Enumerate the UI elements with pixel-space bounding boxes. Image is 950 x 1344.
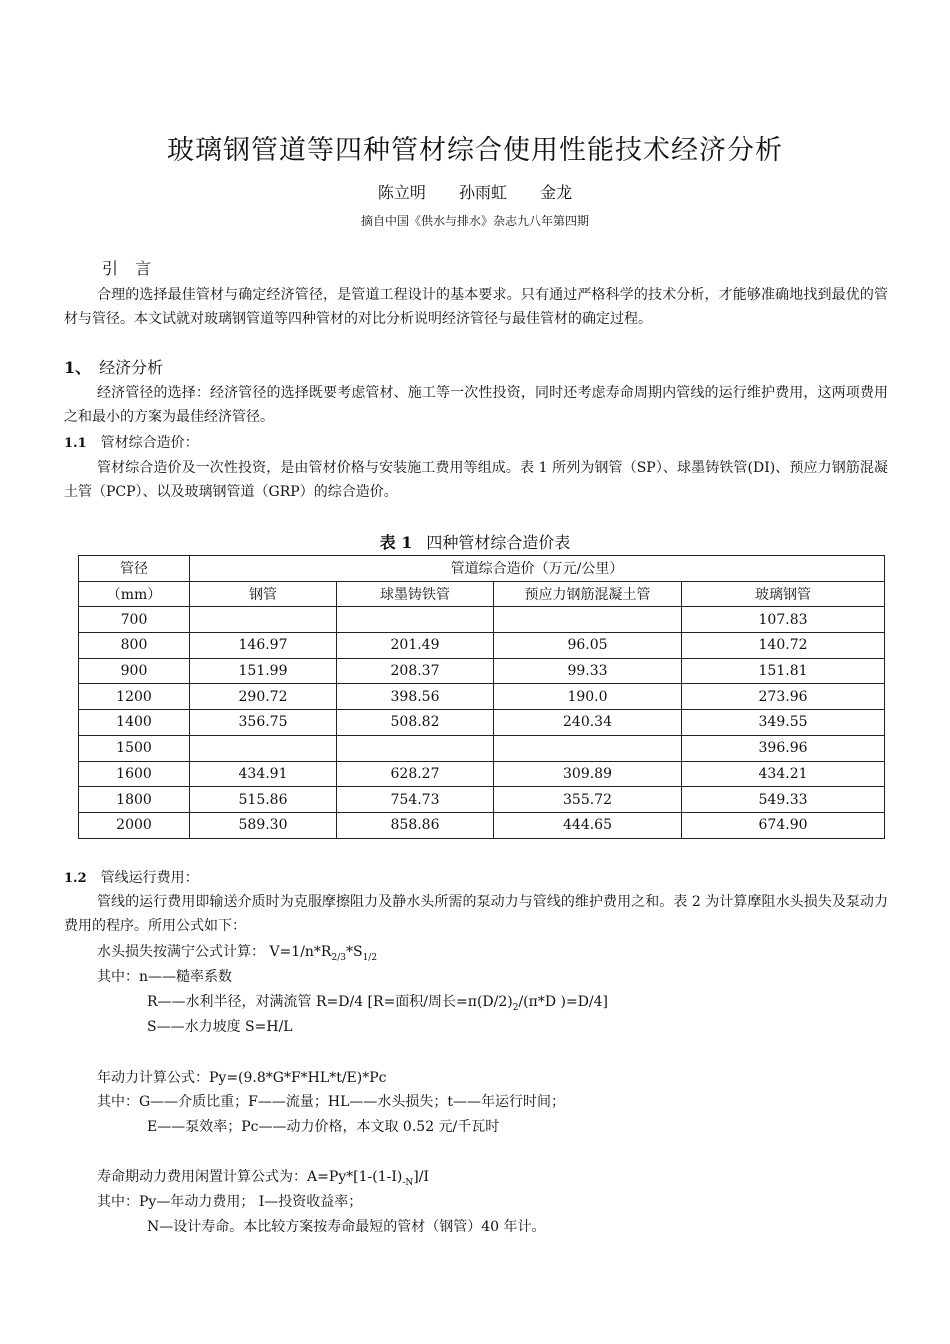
table-row bbox=[79, 633, 885, 659]
section-1-2-heading bbox=[64, 867, 199, 887]
cost-cell: 96.05 bbox=[494, 633, 682, 659]
formula-text: 寿命期动力费用闲置计算公式为：A=Py*[1-(1-I) bbox=[97, 1169, 403, 1185]
table-row bbox=[79, 735, 885, 761]
cost-cell: 628.27 bbox=[337, 761, 494, 787]
table-row bbox=[79, 761, 885, 787]
formula-text: ]/I bbox=[413, 1169, 430, 1185]
diameter-cell: 700 bbox=[79, 607, 190, 633]
diameter-cell: 2000 bbox=[79, 812, 190, 838]
section-number: 1、 bbox=[64, 358, 92, 377]
intro-paragraph: 合理的选择最佳管材与确定经济管径，是管道工程设计的基本要求。只有通过严格科学的技术分析，才能够准确地找到最优的管材与管径。本文试就对玻璃钢管道等四种管材的对比分析说明经济管径与最佳管材的确定过程。 bbox=[64, 287, 888, 327]
intro-heading: 引 言 bbox=[102, 259, 158, 278]
formula-exponent: 1/2 bbox=[362, 952, 378, 963]
diameter-cell: 1500 bbox=[79, 735, 190, 761]
lifecycle-formula bbox=[97, 1166, 429, 1188]
cost-cell: 355.72 bbox=[494, 787, 682, 813]
cost-cell: 508.82 bbox=[337, 710, 494, 736]
source-note: 摘自中国《供水与排水》杂志九八年第四期 bbox=[360, 214, 589, 228]
cost-cell: 444.65 bbox=[494, 812, 682, 838]
cost-cell: 140.72 bbox=[682, 633, 885, 659]
diameter-cell: 1200 bbox=[79, 684, 190, 710]
cost-cell: 398.56 bbox=[337, 684, 494, 710]
cost-cell: 858.86 bbox=[337, 812, 494, 838]
section-1-paragraph: 经济管径的选择：经济管径的选择既要考虑管材、施工等一次性投资，同时还考虑寿命周期内管线的运行维护费用，这两项费用之和最小的方案为最佳经济管径。 bbox=[64, 385, 888, 425]
formula-exponent: -N bbox=[402, 1177, 414, 1188]
section-1-heading bbox=[64, 355, 163, 378]
table-row bbox=[79, 787, 885, 813]
manning-formula bbox=[97, 941, 377, 963]
cost-table bbox=[78, 555, 885, 839]
formula-where-r bbox=[147, 991, 608, 1013]
author-name: 陈立明 bbox=[377, 183, 426, 202]
lifecycle-formula-where: 其中：Py—年动力费用； I—投资收益率； bbox=[97, 1194, 363, 1210]
cost-cell bbox=[337, 607, 494, 633]
table-row bbox=[79, 710, 885, 736]
formula-where-n: 其中：n——糙率系数 bbox=[97, 969, 233, 985]
section-number: 1.1 bbox=[64, 436, 87, 451]
table-header-cell: 管道综合造价（万元/公里） bbox=[190, 556, 885, 582]
table-header-cell: 管径 bbox=[79, 556, 190, 582]
cost-cell bbox=[337, 735, 494, 761]
cost-cell: 754.73 bbox=[337, 787, 494, 813]
table-row bbox=[79, 607, 885, 633]
cost-cell: 273.96 bbox=[682, 684, 885, 710]
cost-cell: 434.21 bbox=[682, 761, 885, 787]
section-title: 管线运行费用： bbox=[100, 870, 199, 886]
section-1-1-heading bbox=[64, 432, 199, 452]
section-1-1-paragraph: 管材综合造价及一次性投资，是由管材价格与安装施工费用等组成。表 1 所列为钢管（SP）、球墨铸铁管(DI)、预应力钢筋混凝土管（PCP）、以及玻璃钢管道（GRP）的综合造价。 bbox=[64, 460, 888, 500]
power-formula-where-e: E——泵效率；Pc——动力价格，本文取 0.52 元/千瓦时 bbox=[147, 1119, 500, 1135]
table-header-cell: （mm） bbox=[79, 581, 190, 607]
author-name: 金龙 bbox=[540, 183, 573, 202]
cost-cell: 201.49 bbox=[337, 633, 494, 659]
table-title: 四种管材综合造价表 bbox=[426, 533, 571, 552]
cost-cell: 396.96 bbox=[682, 735, 885, 761]
formula-text: *S bbox=[345, 944, 363, 960]
cost-cell: 151.81 bbox=[682, 658, 885, 684]
cost-cell: 290.72 bbox=[190, 684, 337, 710]
formula-where-s: S——水力坡度 S=H/L bbox=[147, 1019, 293, 1035]
cost-cell bbox=[190, 607, 337, 633]
diameter-cell: 900 bbox=[79, 658, 190, 684]
paper-title: 玻璃钢管道等四种管材综合使用性能技术经济分析 bbox=[167, 135, 783, 166]
section-title: 管材综合造价： bbox=[100, 435, 199, 451]
table-row bbox=[79, 658, 885, 684]
cost-cell: 356.75 bbox=[190, 710, 337, 736]
cost-cell: 208.37 bbox=[337, 658, 494, 684]
table-header-cell: 钢管 bbox=[190, 581, 337, 607]
author-list bbox=[0, 180, 950, 203]
table-row bbox=[79, 812, 885, 838]
diameter-cell: 1800 bbox=[79, 787, 190, 813]
power-formula-where: 其中：G——介质比重；F——流量；HL——水头损失；t——年运行时间； bbox=[97, 1094, 566, 1110]
author-name: 孙雨虹 bbox=[458, 183, 507, 202]
cost-cell bbox=[494, 735, 682, 761]
cost-cell: 349.55 bbox=[682, 710, 885, 736]
cost-cell: 151.99 bbox=[190, 658, 337, 684]
formula-exponent: 2 bbox=[512, 1002, 519, 1013]
formula-text: 水头损失按满宁公式计算： V=1/n*R bbox=[97, 944, 332, 960]
diameter-cell: 1600 bbox=[79, 761, 190, 787]
cost-cell: 99.33 bbox=[494, 658, 682, 684]
section-title: 经济分析 bbox=[99, 358, 164, 377]
section-number: 1.2 bbox=[64, 871, 87, 886]
table-caption bbox=[0, 530, 950, 553]
table-header-cell: 预应力钢筋混凝土管 bbox=[494, 581, 682, 607]
table-header-cell: 球墨铸铁管 bbox=[337, 581, 494, 607]
cost-cell: 549.33 bbox=[682, 787, 885, 813]
cost-cell bbox=[190, 735, 337, 761]
formula-text: R——水利半径，对满流管 R=D/4 [R=面积/周长=π(D/2) bbox=[147, 994, 513, 1010]
diameter-cell: 800 bbox=[79, 633, 190, 659]
cost-cell bbox=[494, 607, 682, 633]
cost-cell: 190.0 bbox=[494, 684, 682, 710]
cost-cell: 515.86 bbox=[190, 787, 337, 813]
table-number: 表 1 bbox=[379, 533, 413, 552]
cost-cell: 146.97 bbox=[190, 633, 337, 659]
table-header-cell: 玻璃钢管 bbox=[682, 581, 885, 607]
lifecycle-formula-where-n: N—设计寿命。本比较方案按寿命最短的管材（钢管）40 年计。 bbox=[147, 1219, 546, 1235]
power-formula: 年动力计算公式：Py=(9.8*G*F*HL*t/E)*Pc bbox=[97, 1070, 387, 1086]
formula-text: /(π*D )=D/4] bbox=[518, 994, 609, 1010]
cost-cell: 309.89 bbox=[494, 761, 682, 787]
formula-exponent: 2/3 bbox=[331, 952, 346, 963]
section-1-2-paragraph: 管线的运行费用即输送介质时为克服摩擦阻力及静水头所需的泵动力与管线的维护费用之和。表 2 为计算摩阻水头损失及泵动力费用的程序。所用公式如下： bbox=[64, 894, 888, 934]
cost-cell: 240.34 bbox=[494, 710, 682, 736]
cost-cell: 107.83 bbox=[682, 607, 885, 633]
cost-cell: 434.91 bbox=[190, 761, 337, 787]
diameter-cell: 1400 bbox=[79, 710, 190, 736]
cost-cell: 674.90 bbox=[682, 812, 885, 838]
cost-cell: 589.30 bbox=[190, 812, 337, 838]
table-row bbox=[79, 684, 885, 710]
